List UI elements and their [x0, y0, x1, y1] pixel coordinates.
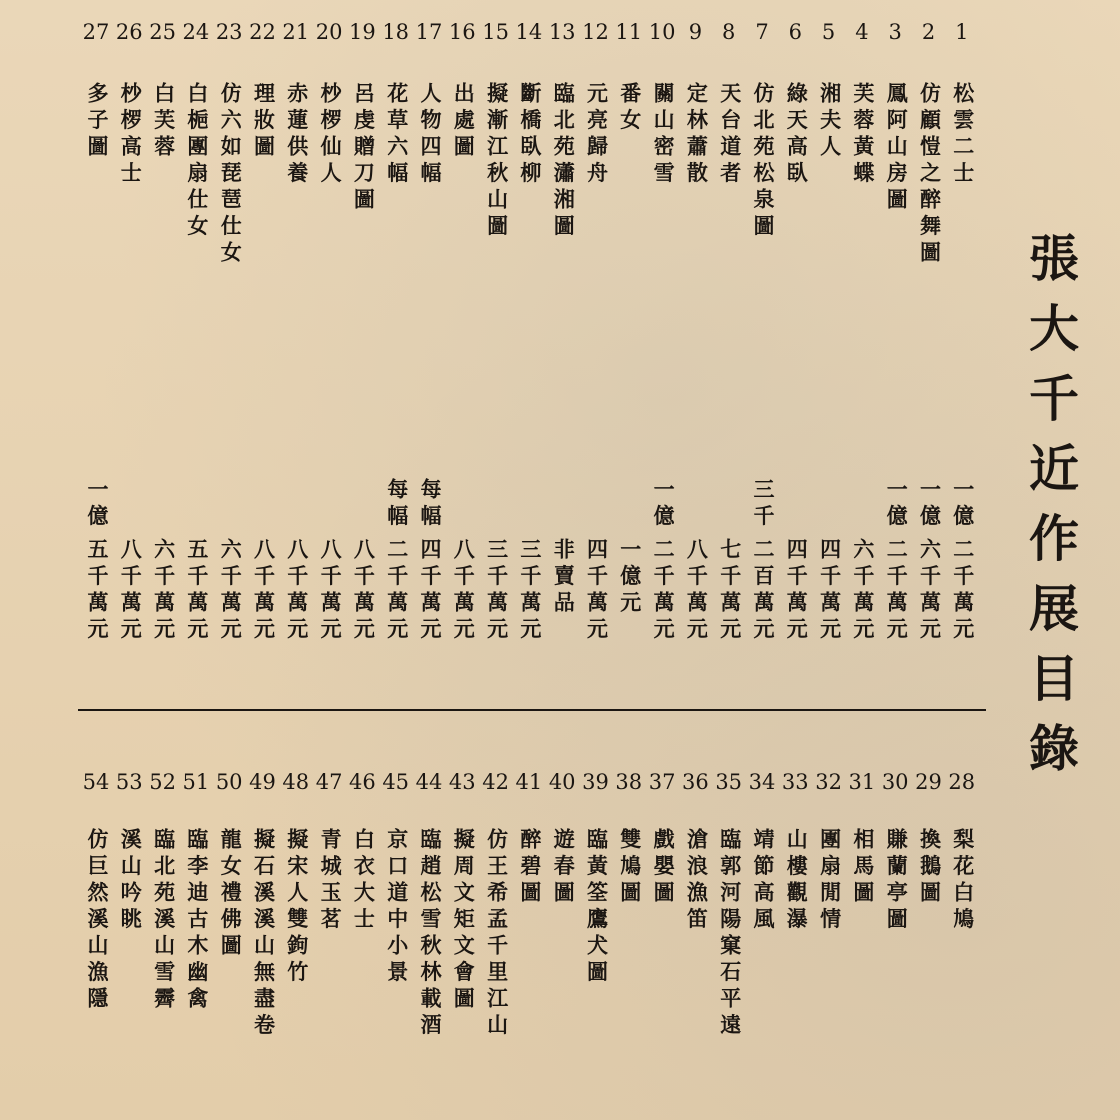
catalog-number: 5: [821, 20, 836, 44]
catalog-number: 8: [722, 20, 736, 44]
price-value: 七千萬元: [717, 538, 743, 644]
price-value: 四千萬元: [418, 538, 443, 644]
catalog-number: 10: [648, 20, 676, 44]
catalog-number: 3: [888, 20, 902, 44]
catalog-number: 25: [149, 20, 176, 44]
artwork-title: 滄浪漁笛: [684, 828, 710, 934]
catalog-number: 16: [448, 20, 476, 44]
artwork-title: 賺蘭亭圖: [884, 828, 910, 934]
catalog-number: 36: [682, 770, 709, 794]
catalog-number: 15: [482, 20, 509, 44]
artwork-title: 山樓觀瀑: [784, 828, 810, 934]
artwork-title: 擬周文矩文會圖: [451, 828, 477, 1014]
catalog-number: 31: [848, 770, 876, 794]
catalog-number: 13: [548, 20, 576, 44]
price-value: 五千萬元: [85, 538, 110, 644]
price-value: 二千萬元: [384, 538, 410, 644]
artwork-title: 仿顧愷之醉舞圖: [917, 82, 943, 268]
catalog-title: 張大千近作展目錄: [1021, 232, 1080, 792]
artwork-title: 臨趙松雪秋林載酒: [418, 828, 443, 1040]
catalog-number: 47: [315, 770, 343, 794]
catalog-number: 53: [115, 770, 143, 794]
artwork-title: 相馬圖: [850, 828, 876, 908]
artwork-title: 仿巨然溪山漁隱: [85, 828, 110, 1014]
catalog-number: 37: [648, 770, 676, 794]
artwork-title: 臨黃筌鷹犬圖: [584, 828, 610, 987]
price-value: 八千萬元: [284, 538, 310, 644]
price-value: 六千萬元: [218, 538, 244, 644]
catalog-number: 11: [615, 20, 643, 44]
catalog-number: 42: [482, 770, 509, 794]
artwork-title: 理妝圖: [251, 82, 277, 162]
catalog-number: 17: [415, 20, 443, 44]
catalog-number: 48: [282, 770, 310, 794]
price-value: 三千萬元: [517, 538, 543, 644]
price-value: 六千萬元: [850, 538, 876, 644]
artwork-title: 出處圖: [451, 82, 477, 162]
catalog-number: 33: [781, 770, 809, 794]
price-prefix: 每幅: [418, 478, 443, 531]
price-value: 二千萬元: [950, 538, 976, 644]
price-value: 四千萬元: [584, 538, 610, 644]
catalog-number: 28: [948, 770, 976, 794]
artwork-title: 臨郭河陽窠石平遠: [717, 828, 743, 1040]
artwork-title: 仿六如琵琶仕女: [218, 82, 244, 268]
price-prefix: 三千: [751, 478, 776, 531]
price-prefix: 一億: [651, 478, 677, 531]
catalog-number: 12: [582, 20, 609, 44]
artwork-title: 湘夫人: [817, 82, 843, 162]
catalog-number: 4: [855, 20, 869, 44]
price-value: 八千萬元: [684, 538, 710, 644]
catalog-number: 44: [415, 770, 443, 794]
price-value: 六千萬元: [151, 538, 177, 644]
catalog-number: 51: [182, 770, 210, 794]
catalog-number: 32: [815, 770, 842, 794]
catalog-number: 9: [688, 20, 703, 44]
artwork-title: 團扇閒情: [817, 828, 843, 934]
catalog-number: 29: [915, 770, 942, 794]
artwork-title: 白衣大士: [351, 828, 377, 934]
artwork-title: 京口道中小景: [384, 828, 410, 987]
artwork-title: 換鵝圖: [917, 828, 943, 908]
artwork-title: 花草六幅: [384, 82, 410, 188]
price-value: 二千萬元: [651, 538, 677, 644]
price-value: 二千萬元: [884, 538, 910, 644]
price-value: 三千萬元: [484, 538, 510, 644]
catalog-number: 30: [881, 770, 909, 794]
artwork-title: 赤蓮供養: [284, 82, 310, 188]
catalog-number: 38: [615, 770, 643, 794]
artwork-title: 鳳阿山房圖: [884, 82, 910, 215]
price-value: 四千萬元: [784, 538, 810, 644]
catalog-number: 20: [315, 20, 343, 44]
artwork-title: 元亮歸舟: [584, 82, 610, 188]
catalog-number: 41: [515, 770, 543, 794]
artwork-title: 臨北苑瀟湘圖: [551, 82, 577, 241]
artwork-title: 溪山吟眺: [118, 828, 144, 934]
catalog-number: 34: [748, 770, 776, 794]
artwork-title: 擬石溪溪山無盡卷: [251, 828, 277, 1040]
catalog-number: 14: [515, 20, 543, 44]
catalog-number: 43: [448, 770, 476, 794]
price-value: 八千萬元: [451, 538, 477, 644]
artwork-title: 關山密雪: [651, 82, 677, 188]
artwork-title: 定林蕭散: [684, 82, 710, 188]
catalog-number: 54: [82, 770, 110, 794]
price-value: 八千萬元: [251, 538, 277, 644]
artwork-title: 戲嬰圖: [651, 828, 677, 908]
catalog-number: 39: [582, 770, 609, 794]
artwork-title: 天台道者: [717, 82, 743, 188]
catalog-number: 21: [282, 20, 310, 44]
catalog-number: 40: [548, 770, 576, 794]
artwork-title: 芙蓉黃蝶: [850, 82, 876, 188]
artwork-title: 白梔團扇仕女: [184, 82, 210, 241]
catalog-number: 49: [249, 770, 276, 794]
price-value: 八千萬元: [318, 538, 344, 644]
catalog-number: 1: [955, 20, 969, 44]
catalog-number: 27: [82, 20, 110, 44]
catalog-number: 23: [215, 20, 243, 44]
artwork-title: 青城玉茗: [318, 828, 344, 934]
catalog-number: 52: [149, 770, 176, 794]
artwork-title: 松雲二士: [950, 82, 976, 188]
price-value: 八千萬元: [351, 538, 377, 644]
artwork-title: 臨北苑溪山雪霽: [151, 828, 177, 1014]
artwork-title: 臨李迪古木幽禽: [184, 828, 210, 1014]
artwork-title: 仿北苑松泉圖: [751, 82, 776, 241]
catalog-number: 26: [115, 20, 143, 44]
price-prefix: 每幅: [384, 478, 410, 531]
price-value: 一億元: [617, 538, 643, 618]
catalog-number: 45: [382, 770, 410, 794]
artwork-title: 番女: [617, 82, 643, 135]
price-value: 二百萬元: [751, 538, 776, 644]
artwork-title: 靖節高風: [751, 828, 776, 934]
price-value: 非賣品: [551, 538, 577, 618]
artwork-title: 擬漸江秋山圖: [484, 82, 510, 241]
price-value: 八千萬元: [118, 538, 144, 644]
price-value: 六千萬元: [917, 538, 943, 644]
artwork-title: 多子圖: [85, 82, 110, 162]
catalog-number: 6: [788, 20, 802, 44]
price-prefix: 一億: [884, 478, 910, 531]
catalog-number: 46: [349, 770, 376, 794]
artwork-title: 龍女禮佛圖: [218, 828, 244, 961]
artwork-title: 斷橋臥柳: [517, 82, 543, 188]
price-prefix: 一億: [85, 478, 110, 531]
artwork-title: 人物四幅: [418, 82, 443, 188]
artwork-title: 遊春圖: [551, 828, 577, 908]
catalog-number: 24: [182, 20, 210, 44]
artwork-title: 綠天高臥: [784, 82, 810, 188]
artwork-title: 醉碧圖: [517, 828, 543, 908]
artwork-title: 仿王希孟千里江山: [484, 828, 510, 1040]
artwork-title: 杪椤仙人: [318, 82, 344, 188]
artwork-title: 擬宋人雙鉤竹: [284, 828, 310, 987]
section-divider-line: [78, 709, 986, 711]
artwork-title: 白芙蓉: [151, 82, 177, 162]
catalog-number: 19: [349, 20, 376, 44]
catalog-number: 2: [921, 20, 936, 44]
artwork-title: 雙鳩圖: [617, 828, 643, 908]
artwork-title: 梨花白鳩: [950, 828, 976, 934]
artwork-title: 呂虔贈刀圖: [351, 82, 377, 215]
catalog-number: 50: [215, 770, 243, 794]
price-value: 五千萬元: [184, 538, 210, 644]
catalog-number: 7: [755, 20, 769, 44]
price-prefix: 一億: [917, 478, 943, 531]
price-prefix: 一億: [950, 478, 976, 531]
catalog-number: 22: [249, 20, 276, 44]
catalog-number: 18: [382, 20, 410, 44]
price-value: 四千萬元: [817, 538, 843, 644]
catalog-number: 35: [715, 770, 743, 794]
artwork-title: 杪椤高士: [118, 82, 144, 188]
